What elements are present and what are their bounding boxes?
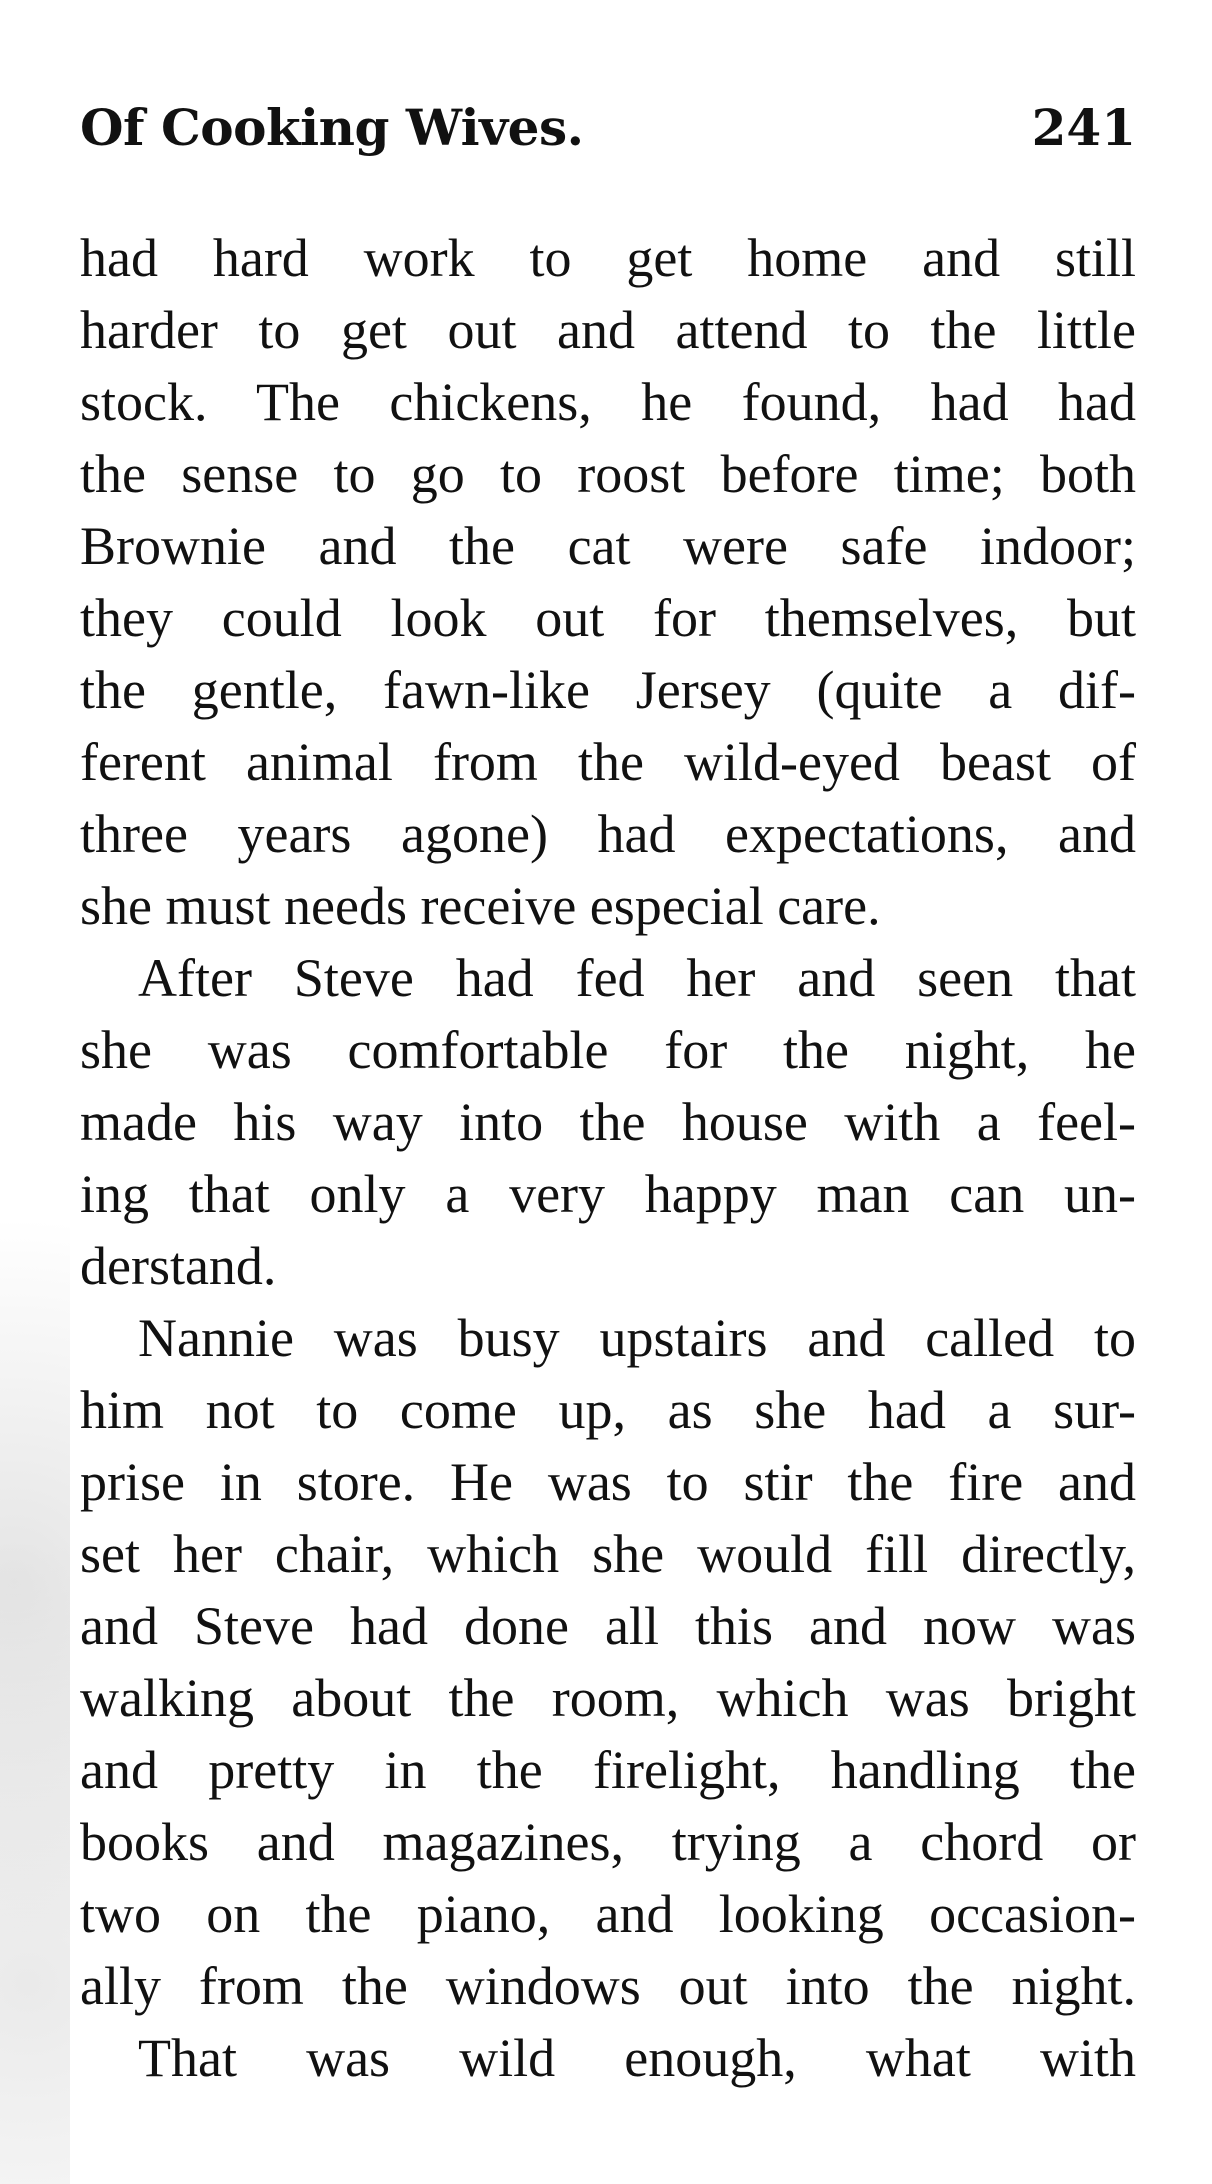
running-head: [80, 92, 1136, 162]
text-line: derstand.: [80, 1236, 277, 1296]
text-line: prise in store. He was to stir the fire and: [80, 1452, 1136, 1512]
page-edge-stain: [0, 1180, 70, 2184]
text-line: ally from the windows out into the night.: [80, 1956, 1136, 2016]
text-line: and Steve had done all this and now was: [80, 1596, 1136, 1656]
text-line: Brownie and the cat were safe indoor;: [80, 516, 1136, 576]
text-line: stock. The chickens, he found, had had: [80, 372, 1136, 432]
text-line: the sense to go to roost before time; both: [80, 444, 1136, 504]
text-line: him not to come up, as she had a sur-: [80, 1380, 1136, 1440]
text-line: she must needs receive especial care.: [80, 876, 881, 936]
text-line: ing that only a very happy man can un-: [80, 1164, 1136, 1224]
text-line: they could look out for themselves, but: [80, 588, 1136, 648]
text-line: had hard work to get home and still: [80, 228, 1136, 288]
text-line: ferent animal from the wild-eyed beast of: [80, 732, 1136, 792]
text-line: harder to get out and attend to the little: [80, 300, 1136, 360]
text-line: walking about the room, which was bright: [80, 1668, 1136, 1728]
text-line: she was comfortable for the night, he: [80, 1020, 1136, 1080]
running-title: Of Cooking Wives.: [80, 97, 584, 157]
text-line: and pretty in the firelight, handling the: [80, 1740, 1136, 1800]
text-line: three years agone) had expectations, and: [80, 804, 1136, 864]
page-number: 241: [1031, 97, 1136, 157]
text-line: the gentle, fawn-like Jersey (quite a dif-: [80, 660, 1136, 720]
body-text: [80, 222, 1136, 2094]
text-line: made his way into the house with a feel-: [80, 1092, 1136, 1152]
text-line: set her chair, which she would fill directly,: [80, 1524, 1136, 1584]
text-line: That was wild enough, what with: [138, 2028, 1136, 2088]
text-line: After Steve had fed her and seen that: [138, 948, 1136, 1008]
text-line: Nannie was busy upstairs and called to: [138, 1308, 1136, 1368]
text-line: books and magazines, trying a chord or: [80, 1812, 1136, 1872]
text-line: two on the piano, and looking occasion-: [80, 1884, 1136, 1944]
